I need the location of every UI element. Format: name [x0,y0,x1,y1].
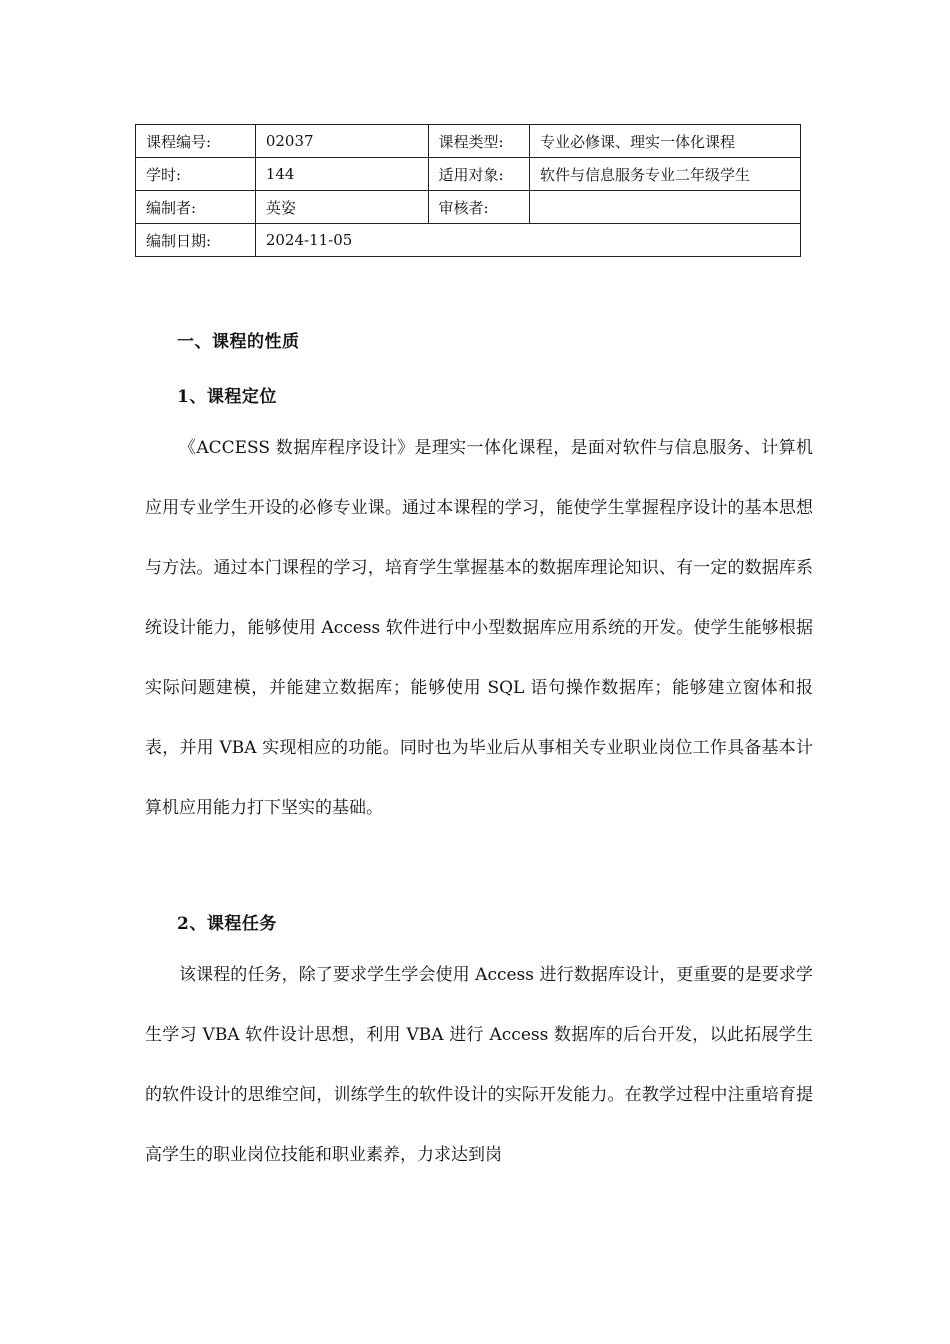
author-label: 编制者: [136,191,256,224]
course-type-label: 课程类型: [428,125,529,158]
audience-value: 软件与信息服务专业二年级学生 [530,158,801,191]
hours-value: 144 [255,158,428,191]
date-value: 2024-11-05 [255,224,800,257]
positioning-paragraph: 《ACCESS 数据库程序设计》是理实一体化课程，是面对软件与信息服务、计算机应用专业学生开设的必修专业课。通过本课程的学习，能使学生掌握程序设计的基本思想与方法。通过本门课程的学习，培育学生掌握基本的数据库理论知识、有一定的数据库系统设计能力，能够使用 Access 软件进行中小型数据库应用系统的开发。使学生能够根据实际问题建模，并能建立数据库；能够使用 SQL 语句操作数据库；能够建立窗体和报表，并用 VBA 实现相应的功能。同时也为毕业后从事相关专业职业岗位工作具备基本计算机应用能力打下坚实的基础。 [145,438,813,818]
course-info-table [135,124,801,257]
table-row [136,191,801,224]
course-type-value: 专业必修课、理实一体化课程 [530,125,801,158]
reviewer-value [530,191,801,224]
section-title-course-nature: 一、课程的性质 [177,332,300,352]
table-row [136,125,801,158]
subsection-title-tasks: 2、课程任务 [177,914,277,934]
table-row [136,158,801,191]
hours-label: 学时: [136,158,256,191]
audience-label: 适用对象: [428,158,529,191]
subsection-title-positioning: 1、课程定位 [177,387,277,407]
date-label: 编制日期: [136,224,256,257]
table-row [136,224,801,257]
course-code-value: 02037 [255,125,428,158]
author-value: 英姿 [255,191,428,224]
tasks-paragraph: 该课程的任务，除了要求学生学会使用 Access 进行数据库设计，更重要的是要求学生学习 VBA 软件设计思想，利用 VBA 进行 Access 数据库的后台开发，以此拓展学生的软件设计的思维空间，训练学生的软件设计的实际开发能力。在教学过程中注重培育提高学生的职业岗位技能和职业素养，力求达到岗 [145,965,813,1165]
course-code-label: 课程编号: [136,125,256,158]
reviewer-label: 审核者: [428,191,529,224]
